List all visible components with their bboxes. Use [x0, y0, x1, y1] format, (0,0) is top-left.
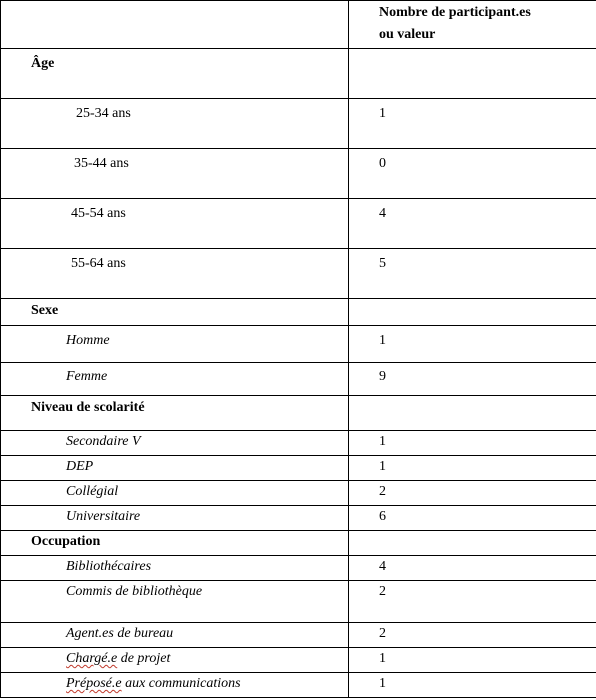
row-label: 35-44 ans — [74, 156, 129, 171]
row-value: 5 — [379, 256, 386, 271]
row-value: 2 — [379, 626, 386, 641]
row-value: 0 — [379, 156, 386, 171]
table-row — [1, 363, 596, 396]
table-row — [1, 506, 596, 531]
row-value: 1 — [379, 333, 386, 348]
row-value: 1 — [379, 459, 386, 474]
row-value: 1 — [379, 651, 386, 666]
row-value: 1 — [379, 434, 386, 449]
section-row-occupation — [1, 531, 596, 556]
table-row — [1, 481, 596, 506]
section-title-age: Âge — [31, 56, 55, 71]
section-row-scolarite — [1, 396, 596, 431]
row-value: 1 — [379, 106, 386, 121]
row-label: 55-64 ans — [71, 256, 126, 271]
section-row-age — [1, 49, 596, 99]
table-row — [1, 249, 596, 299]
table-row — [1, 556, 596, 581]
row-label: Homme — [66, 333, 110, 348]
table-row — [1, 326, 596, 363]
section-row-sexe — [1, 299, 596, 326]
header-label-line2: ou valeur — [379, 27, 436, 42]
row-label: 25-34 ans — [76, 106, 131, 121]
table-row — [1, 648, 596, 673]
table-row — [1, 199, 596, 249]
table-row — [1, 431, 596, 456]
row-label: 45-54 ans — [71, 206, 126, 221]
table-row — [1, 149, 596, 199]
row-value: 6 — [379, 509, 386, 524]
row-value: 1 — [379, 676, 386, 691]
table-row — [1, 456, 596, 481]
row-label: Commis de bibliothèque — [66, 584, 203, 599]
row-label: DEP — [66, 459, 94, 474]
row-label: Agent.es de bureau — [66, 626, 174, 641]
table-header-row — [1, 1, 596, 49]
table-row — [1, 99, 596, 149]
table-row — [1, 673, 596, 698]
row-value: 4 — [379, 559, 386, 574]
row-label: Femme — [66, 369, 108, 384]
table-row — [1, 623, 596, 648]
row-value: 9 — [379, 369, 386, 384]
row-label: Chargé.e de projet — [66, 651, 171, 666]
row-label: Secondaire V — [66, 434, 141, 449]
spellcheck-word: Préposé.e — [66, 676, 122, 691]
row-value: 2 — [379, 484, 386, 499]
spellcheck-word: Chargé.e — [66, 651, 118, 666]
section-title-scolarite: Niveau de scolarité — [31, 400, 145, 415]
row-label: Universitaire — [66, 509, 141, 524]
table-row — [1, 581, 596, 623]
row-label: Préposé.e aux communications — [66, 676, 241, 691]
row-value: 4 — [379, 206, 386, 221]
header-label-line1: Nombre de participant.es — [379, 5, 531, 20]
section-title-sexe: Sexe — [31, 303, 59, 318]
row-label: Bibliothécaires — [66, 559, 152, 574]
section-title-occupation: Occupation — [31, 534, 101, 549]
row-label: Collégial — [66, 484, 119, 499]
row-value: 2 — [379, 584, 386, 599]
header-cell-empty — [1, 1, 349, 49]
header-cell-count — [349, 1, 596, 49]
